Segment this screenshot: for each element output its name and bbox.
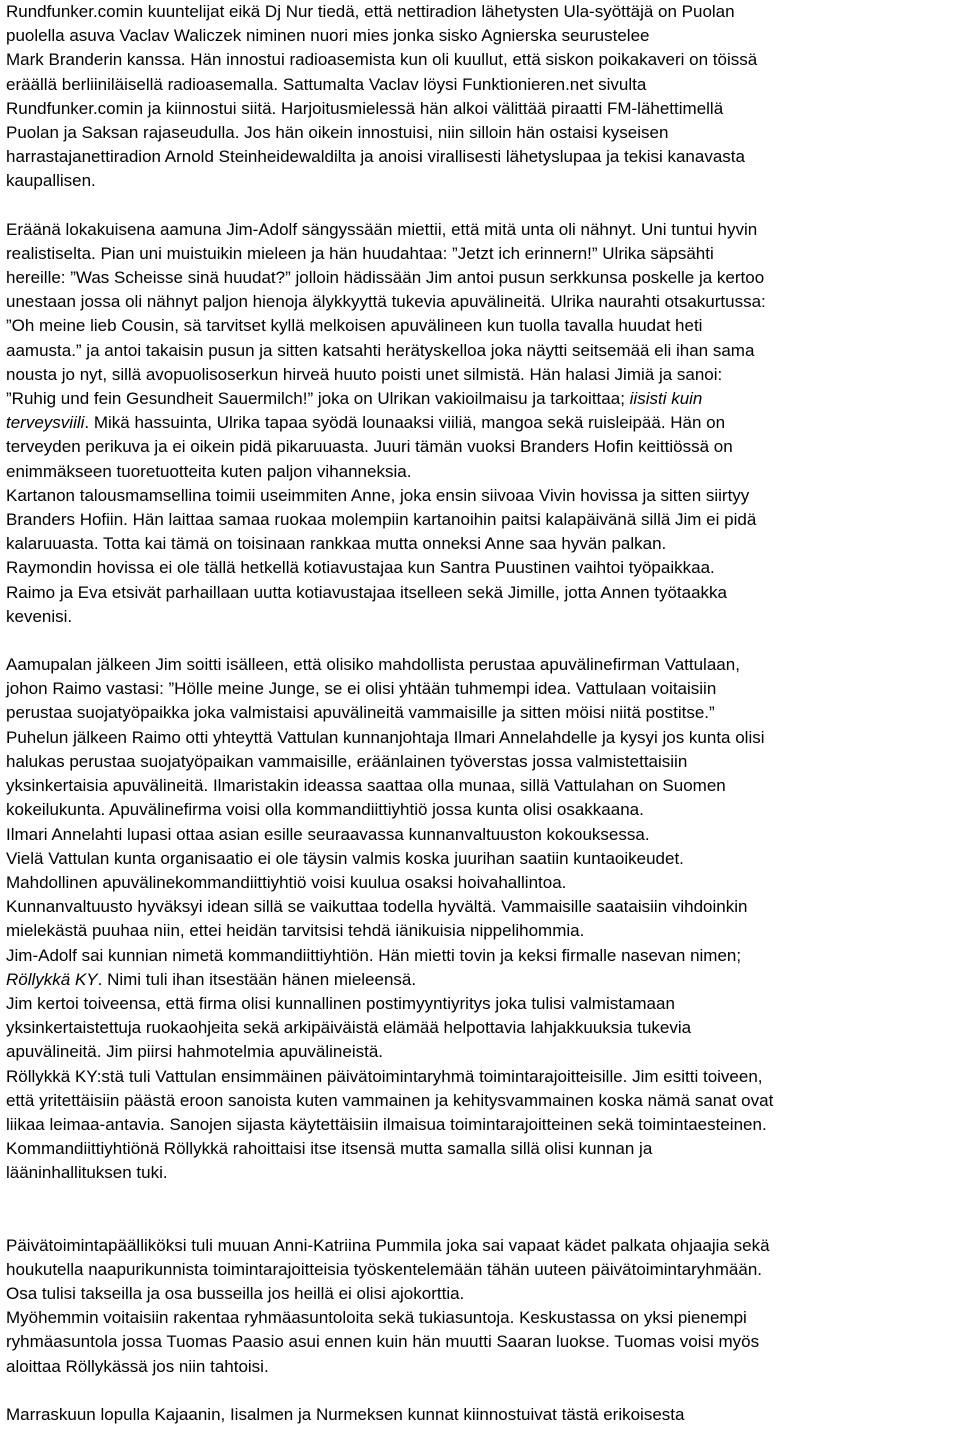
italic-phrase: iisisti kuin terveysviili — [6, 389, 703, 433]
paragraph-spacer — [6, 629, 954, 653]
paragraph-spacer — [6, 1379, 954, 1403]
paragraph-radio: Rundfunker.comin kuuntelijat eikä Dj Nur tiedä, että nettiradion lähetysten Ula-syöttäjä on Puolan puolella asuva Vaclav Waliczek niminen nuori mies jonka sisko Agnierska seurustelee Mark Branderin kanssa. Hän innostui radioasemista kun oli kuullut, että siskon poikakaveri on töissä eräällä berliiniläisellä radioasemalla. Sattumalta Vaclav löysi Funktionieren.net sivulta Rundfunker.comin ja kiinnostui siitä. Harjoitusmielessä hän alkoi välittää piraatti FM-lähettimellä Puolan ja Saksan rajaseudulla. Jos hän oikein innostuisi, niin silloin hän ostaisi kyseisen harrastajanettiradion Arnold Steinheidewaldilta ja anoisi virallisesti lähetyslupaa ja tekisi kanavasta kaupallisen. — [6, 2, 758, 191]
paragraph-day-activity: Päivätoimintapäälliköksi tuli muuan Anni-Katriina Pummila joka sai vapaat kädet palkata ohjaajia sekä houkutella naapurikunnista toimintarajoitteisia työskentelemään tähän uuteen päivätoimintaryhmään. Osa tulisi takseilla ja osa busseilla jos heillä ei olisi ajokorttia. Myöhemmin voitaisiin rakentaa ryhmäasuntoloita sekä tukiasuntoja. Keskustassa on yksi pienempi ryhmäasuntola jossa Tuomas Paasio asui ennen kuin hän muutti Saaran luokse. Tuomas voisi myös aloittaa Röllykässä jos niin tahtoisi. — [6, 1235, 770, 1376]
paragraph-text: Eräänä lokakuisena aamuna Jim-Adolf sängyssään miettii, että mitä unta oli nähnyt. Uni tuntui hyvin realistiselta. Pian uni muistuikin mieleen ja hän huudahtaa: ”Jetzt ich erinnern!” Ulrika säpsähti hereille: ”Was Scheisse sinä huudat?” jolloin hädissään Jim antoi pusun serkkunsa poskelle ja kertoo unestaan jossa oli nähnyt paljon hienoja älykkyyttä tukevia apuvälineitä. Ulrika naurahti otsakurtussa: ”Oh meine lieb Cousin, sä tarvitset kyllä melkoisen apuvälineen kun tuolla tavalla huudat heti aamusta.” ja antoi takaisin pusun ja sitten katsahti herätyskelloa joka näytti seitsemää eli ihan sama nousta jo nyt, sillä avopuolisoserkun hirveä huuto poisti unet silmistä. Hän halasi Jimiä ja sanoi: ”Ruhig und fein Gesundheit Sauermilch!” joka on Ulrikan vakioilmaisu ja tarkoittaa; — [6, 219, 766, 409]
paragraph-spacer — [6, 1186, 954, 1234]
paragraph-november: Marraskuun lopulla Kajaanin, Iisalmen ja Nurmeksen kunnat kiinnostuivat tästä erikoisesta — [6, 1404, 685, 1424]
paragraph-company — [6, 653, 954, 1185]
paragraph-spacer — [6, 194, 954, 218]
italic-company-name: Röllykkä KY — [6, 969, 98, 989]
paragraph-text: . Mikä hassuinta, Ulrika tapaa syödä lounaaksi viiliä, mangoa sekä ruisleipää. Hän on terveyden perikuva ja ei oikein pidä pikaruuasta. Juuri tämän vuoksi Branders Hofin keittiössä on enimmäkseen tuoretuotteita kuten paljon vihanneksia. Kartanon talousmamsellina toimii useimmiten Anne, joka ensin siivoaa Vivin hovissa ja sitten siirtyy Branders Hofiin. Hän laittaa samaa ruokaa molempiin kartanoihin paitsi kalapäivänä sillä Jim ei pidä kalaruuasta. Totta kai tämä on toisinaan rankkaa mutta onneksi Anne saa hyvän palkan. Raymondin hovissa ei ole tällä hetkellä kotiavustajaa kun Santra Puustinen vaihtoi työpaikkaa. Raimo ja Eva etsivät parhaillaan uutta kotiavustajaa itselleen sekä Jimille, jotta Annen työtaakka kevenisi. — [6, 413, 757, 626]
paragraph-morning — [6, 218, 954, 629]
paragraph-text: . Nimi tuli ihan itsestään hänen mieleensä. Jim kertoi toiveensa, että firma olisi kunnallinen postimyyntiyritys joka tulisi valmistamaan yksinkertaistettuja ruokaohjeita sekä arkipäiväistä elämää helpottavia lahjakkuuksia tukevia apuvälineitä. Jim piirsi hahmotelmia apuvälineistä. Röllykkä KY:stä tuli Vattulan ensimmäinen päivätoimintaryhmä toimintarajoitteisille. Jim esitti toiveen, että yritettäisiin päästä eroon sanoista kuten vammainen ja kehitysvammainen koska nämä sanat ovat liikaa leimaa-antavia. Sanojen sijasta käytettäisiin ilmaisua toimintarajoitteinen sekä toimintaesteinen. Kommandiittiyhtiönä Röllykkä rahoittaisi itse itsensä mutta samalla sillä olisi kunnan ja lääninhallituksen tuki. — [6, 969, 774, 1183]
paragraph-text: Aamupalan jälkeen Jim soitti isälleen, että olisiko mahdollista perustaa apuvälinefirman Vattulaan, johon Raimo vastasi: ”Hölle meine Junge, se ei olisi yhtään tuhmempi idea. Vattulaan voitaisiin perustaa suojatyöpaikka joka valmistaisi apuvälineitä vammaisille ja sitten möisi niitä postitse.” Puhelun jälkeen Raimo otti yhteyttä Vattulan kunnanjohtaja Ilmari Annelahdelle ja kysyi jos kunta olisi halukas perustaa suojatyöpaikan vammaisille, eräänlainen työverstas jossa valmistettaisiin yksinkertaisia apuvälineitä. Ilmaristakin ideassa saattaa olla munaa, sillä Vattulahan on Suomen kokeilukunta. Apuvälinefirma voisi olla kommandiittiyhtiö jossa kunta olisi osakkaana. Ilmari Annelahti lupasi ottaa asian esille seuraavassa kunnanvaltuuston kokouksessa. Vielä Vattulan kunta organisaatio ei ole täysin valmis koska juurihan saatiin kuntaoikeudet. Mahdollinen apuvälinekommandiittiyhtiö voisi kuulua osaksi hoivahallintoa. Kunnanvaltuusto hyväksyi idean sillä se vaikuttaa todella hyvältä. Vammaisille saataisiin vihdoinkin mielekästä puuhaa niin, ettei heidän tarvitsisi tehdä iänikuisia nippelihommia. Jim-Adolf sai kunnian nimetä kommandiittiyhtiön. Hän mietti tovin ja keksi firmalle nasevan nimen; — [6, 655, 765, 965]
